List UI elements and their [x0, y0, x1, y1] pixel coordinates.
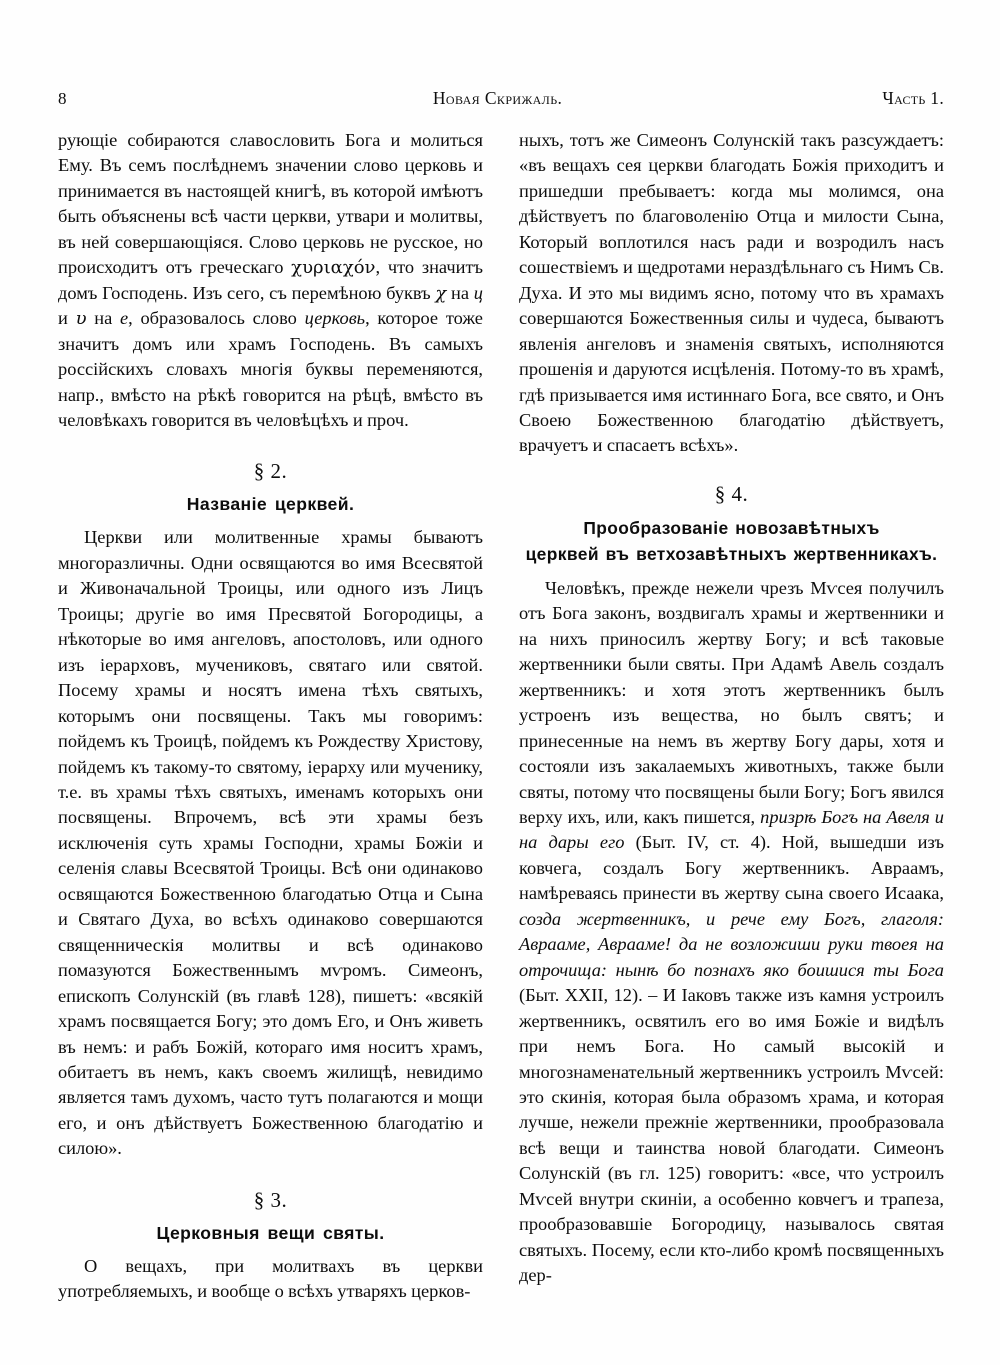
italic-letter-e: е — [119, 308, 129, 329]
running-head — [58, 88, 944, 114]
text-run: Человѣкъ, прежде нежели чрезъ Мѵсея получилъ отъ Бога законъ, воздвигалъ храмы и жертвенники и на нихъ приносилъ жертву Богу; и всѣ таковые жертвенники были святы. При Адамѣ Авель создалъ жертвенникъ: и хотя этотъ жертвенникъ былъ устроенъ изъ вещества, но былъ святъ; и принесенные на немъ въ жертву Богу дары, хотя и состояли изъ закалаемыхъ животныхъ, также были святы, потому что посвящены были Богу; Богъ явился верху ихъ, или, какъ пишется, — [519, 577, 944, 827]
text-run: , что значитъ домъ Господень. Изъ сего, съ перемѣною буквъ — [58, 257, 483, 303]
section-title-line2: церквей въ ветхозавѣтныхъ жертвенникахъ. — [525, 543, 938, 564]
book-title: Новая Скрижаль. — [432, 88, 563, 108]
text-run: и — [58, 308, 76, 329]
text-run: рующіе собираются славословить Бога и молиться Ему. Въ семъ послѣднемъ значении слово церковь и принимается въ настоящей книгѣ, въ которой имѣютъ быть объяснены всѣ части церкви, утвари и молитвы, въ ней совершающіяся. Слово церковь не русское, но происходитъ отъ греческаго — [58, 130, 483, 278]
section-title: Церковныя вещи святы. — [156, 1222, 385, 1243]
italic-word-tserkov: церковь — [304, 308, 366, 329]
section-number: § 3. — [253, 1187, 288, 1212]
italic-letter-upsilon: υ — [75, 308, 87, 330]
text-run: , которое тоже значитъ домъ или храмъ Господень. Въ самыхъ россійскихъ словахъ многія буквы переменяются, напр., вмѣсто на рѣкѣ говорится на рѣцѣ, вмѣсто въ человѣкахъ говорится въ человѣцѣхъ и проч. — [58, 308, 483, 430]
section-number: § 4. — [714, 481, 749, 506]
section2-paragraph: Церкви или молитвенные храмы бываютъ многоразличны. Одни освящаются во имя Всесвятой и Живоначальной Троицы, или одного изъ Лицъ Троицы; другіе во имя Пресвятой Богородицы, а нѣкоторые во имя ангеловъ, апостоловъ, или одного изъ іерарховъ, мучениковъ, святаго или святой. Посему храмы и носятъ имена тѣхъ святыхъ, которымъ они посвящены. Такъ мы говоримъ: пойдемъ къ Троицѣ, пойдемъ къ Рождеству Христову, пойдемъ къ такому-то святому, іерарху или мученику, т.е. въ храмы тѣхъ святыхъ, именамъ которыхъ они посвящены. Впрочемъ, всѣ эти храмы безъ исключенія суть храмы Господни, храмы Божіи и селенія славы Всесвятой Троицы. Всѣ они одинаково освящаются Божественною благодатью Отца и Сына и Святаго Духа, во всѣхъ одинаково совершаются священническія молитвы и всѣ одинаково помазуются Божественнымъ мѵромъ. Симеонъ, епископъ Солунскій (въ главѣ 128), пишетъ: «всякій храмъ посвящается Богу; это домъ Его, и Онъ живеть въ немъ: и рабъ Божій, котораго имя носитъ храмъ, обитаетъ въ немъ, какъ своемъ жилищѣ, невидимо является тамъ духомъ, часто тутъ полагаются и мощи его, и онъ дѣйствуетъ Божественною благодатію и силою». — [58, 527, 483, 1159]
italic-letter-chi: χ — [435, 282, 447, 304]
paragraph-continued — [58, 128, 483, 433]
right-column — [519, 128, 944, 1308]
section3-paragraph: О вещахъ, при молитвахъ въ церкви употребляемыхъ, и вообще о всѣхъ утваряхъ церков- — [58, 1255, 483, 1302]
section-number: § 2. — [253, 459, 288, 484]
greek-word: χυριαχόν — [291, 257, 376, 279]
section4-paragraph — [519, 576, 944, 1289]
text-run: на — [446, 282, 474, 303]
text-run: , образовалось слово — [128, 308, 305, 329]
scripture-quote-genesis-22: созда жертвенникъ, и рече ему Богъ, глаголя: Аврааме, Аврааме! да не возложиши руки твоея на отрочища: нынѣ бо познахъ яко боишися ты Бога — [519, 908, 944, 980]
section-heading-4 — [519, 479, 944, 567]
section-title — [519, 515, 944, 567]
two-column-body — [58, 128, 944, 1308]
italic-letter-tse: ц — [473, 282, 483, 303]
text-run: на — [86, 308, 120, 329]
section-heading-3 — [58, 1185, 483, 1245]
scripture-quote-genesis-4: призрѣ Богъ на Авеля и на дары его — [519, 806, 944, 853]
paragraph-continued: ныхъ, тотъ же Симеонъ Солунскій такъ разсуждаетъ: «въ вещахъ сея церкви благодать Божія приходитъ и пришедши пребываетъ: когда мы молимся, она дѣйствуетъ по благоволенію Отца и милости Сына, Который воплотился насъ ради и возродилъ насъ сошествіемъ и щедротами нераздѣльнаго съ Нимъ Св. Духа. И это мы видимъ ясно, потому что въ храмахъ совершаются Божественныя силы и чудеса, бываютъ явленія ангеловъ и знаменія святыхъ, исполняются прошенія и даруются исцѣленія. Потому-то въ храмѣ, гдѣ призывается имя истиннаго Бога, все свято, и Онъ Своею Божественною благодатію дѣйствуетъ, врачуетъ и спасаетъ всѣхъ». — [519, 130, 944, 456]
left-column — [58, 128, 483, 1308]
text-run: (Быт. XXII, 12). – И Іаковъ также изъ камня устроилъ жертвенникъ, освятилъ его во имя Божіе и видѣлъ при немъ Бога. Но самый высокій и многознаменательный жертвенникъ устроилъ Мѵсей: это скинія, которая была образомъ храма, и которая лучше, нежели прежніе жертвенники, прообразовала всѣ вещи и таинства новой благодати. Симеонъ Солунскій (въ гл. 125) говоритъ: «все, что устроилъ Мѵсей внутри скиніи, а особенно ковчегъ и трапеза, прообразовавшіе Богородицу, называлось святая святыхъ. Посему, если кто-либо кромѣ посвященныхъ дер- — [519, 985, 944, 1286]
section-title-line1: Прообразованіе новозавѣтныхъ — [583, 517, 880, 538]
section-title: Названіе церквей. — [186, 494, 355, 515]
part-label: Часть 1. — [882, 88, 944, 108]
page-folio: 8 — [58, 89, 67, 108]
section-heading-2 — [58, 456, 483, 516]
text-run: (Быт. IV, ст. 4). Ной, вышедши изъ ковчега, создалъ Богу жертвенникъ. Авраамъ, намѣреваясь принести въ жертву сына своего Исаака, — [519, 832, 944, 904]
